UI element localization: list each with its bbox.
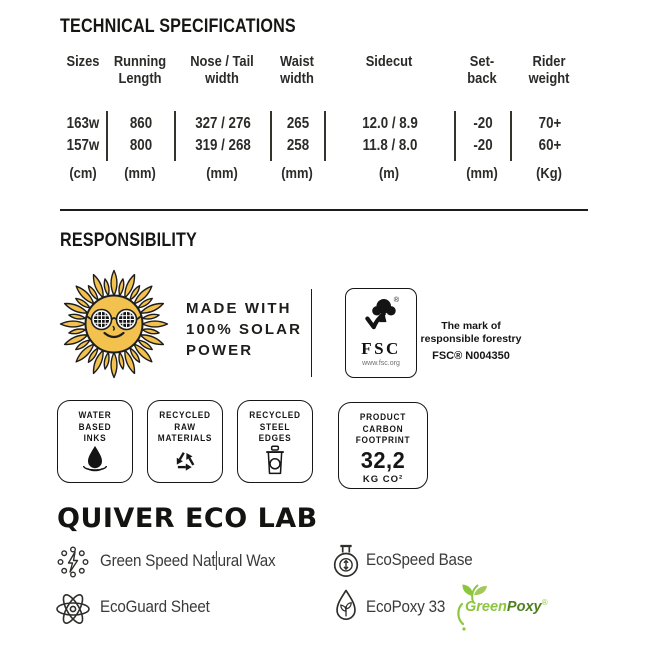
greenpoxy-green: Green	[465, 599, 507, 615]
spec-column	[106, 111, 174, 161]
eco-item-label: EcoSpeed Base	[366, 551, 473, 569]
badge-carbon-footprint: PRODUCT CARBON FOOTPRINT 32,2 KG CO²	[338, 402, 428, 489]
spec-column	[454, 111, 510, 161]
spec-value: 860	[129, 115, 153, 132]
spec-column	[60, 111, 106, 161]
badge-recycled-steel-edges: RECYCLED STEEL EDGES	[237, 400, 313, 483]
solar-line: MADE WITH	[186, 300, 292, 317]
spec-value: 800	[129, 137, 153, 154]
eco-item-label: EcoPoxy 33	[366, 598, 446, 616]
spec-header-cell: Set- back	[467, 53, 497, 87]
water-drop-icon	[77, 460, 113, 477]
spec-unit: (m)	[378, 165, 400, 182]
eco-item-label: Green Speed Nat ural Wax	[100, 552, 276, 570]
fsc-tagline: The mark of responsible forestry	[420, 320, 522, 345]
vertical-divider	[311, 289, 312, 377]
section-divider	[60, 209, 588, 211]
spec-value: 258	[286, 137, 310, 154]
spec-value: 163w	[66, 115, 100, 132]
spec-column	[270, 111, 324, 161]
spec-value: -20	[473, 115, 493, 132]
spec-value: 12.0 / 8.9	[362, 115, 418, 132]
spec-table-units	[60, 165, 588, 182]
spec-header-cell: Waist width	[280, 53, 314, 87]
spec-column	[510, 111, 588, 161]
spec-table-header	[60, 53, 588, 87]
tech-specs-title: TECHNICAL SPECIFICATIONS	[60, 16, 296, 37]
badge-recycled-raw-materials: RECYCLED RAW MATERIALS	[147, 400, 223, 483]
spec-value: 60+	[538, 137, 562, 154]
fsc-website: www.fsc.org	[362, 360, 400, 367]
greenpoxy-logo	[449, 582, 559, 632]
atom-icon	[52, 592, 94, 631]
eco-lab-title: QUIVER ECO LAB	[57, 503, 318, 534]
spec-header-cell: Nose / Tail width	[190, 53, 254, 87]
spec-value: 157w	[66, 137, 100, 154]
solar-line: POWER	[186, 342, 254, 359]
sun-sunglasses-icon	[59, 269, 169, 384]
spec-column	[174, 111, 270, 161]
recycle-arrows-icon	[169, 462, 201, 479]
spec-value: 70+	[538, 115, 562, 132]
solar-line: 100% SOLAR	[186, 321, 303, 338]
spec-unit: (mm)	[281, 165, 313, 182]
trash-bin-icon	[262, 462, 288, 479]
flask-icon	[330, 543, 362, 586]
greenpoxy-reg: ®	[541, 598, 548, 607]
spec-value: 11.8 / 8.0	[362, 137, 418, 154]
spec-unit: (Kg)	[536, 165, 562, 182]
spec-value: 327 / 276	[195, 115, 251, 132]
spec-value: 319 / 268	[195, 137, 251, 154]
spec-table-body	[60, 111, 588, 161]
spec-column	[324, 111, 454, 161]
carbon-footprint-value: 32,2	[360, 446, 406, 473]
badge-water-based-inks: WATER BASED INKS	[57, 400, 133, 483]
carbon-footprint-unit: KG CO²	[362, 473, 404, 485]
eco-item-label: EcoGuard Sheet	[100, 598, 210, 616]
spec-unit: (cm)	[69, 165, 97, 182]
spec-value: 265	[286, 115, 310, 132]
spec-header-cell: Running Length	[113, 53, 167, 87]
spec-header-cell: Rider weight	[528, 53, 570, 87]
spec-unit: (mm)	[206, 165, 238, 182]
responsibility-title: RESPONSIBILITY	[60, 230, 197, 251]
spec-header-cell: Sidecut	[365, 53, 413, 70]
spec-unit: (mm)	[466, 165, 498, 182]
drop-leaf-icon	[330, 588, 362, 629]
fsc-acronym: FSC	[361, 339, 401, 358]
greenpoxy-poxy: Poxy	[506, 599, 542, 615]
burst-bolt-icon	[56, 545, 90, 584]
spec-value: -20	[473, 137, 493, 154]
svg-text:®: ®	[393, 295, 400, 305]
spec-unit: (mm)	[124, 165, 156, 182]
fsc-license: FSC® N004350	[432, 350, 510, 362]
spec-header-cell: Sizes	[66, 53, 100, 70]
solar-claim	[186, 298, 302, 361]
